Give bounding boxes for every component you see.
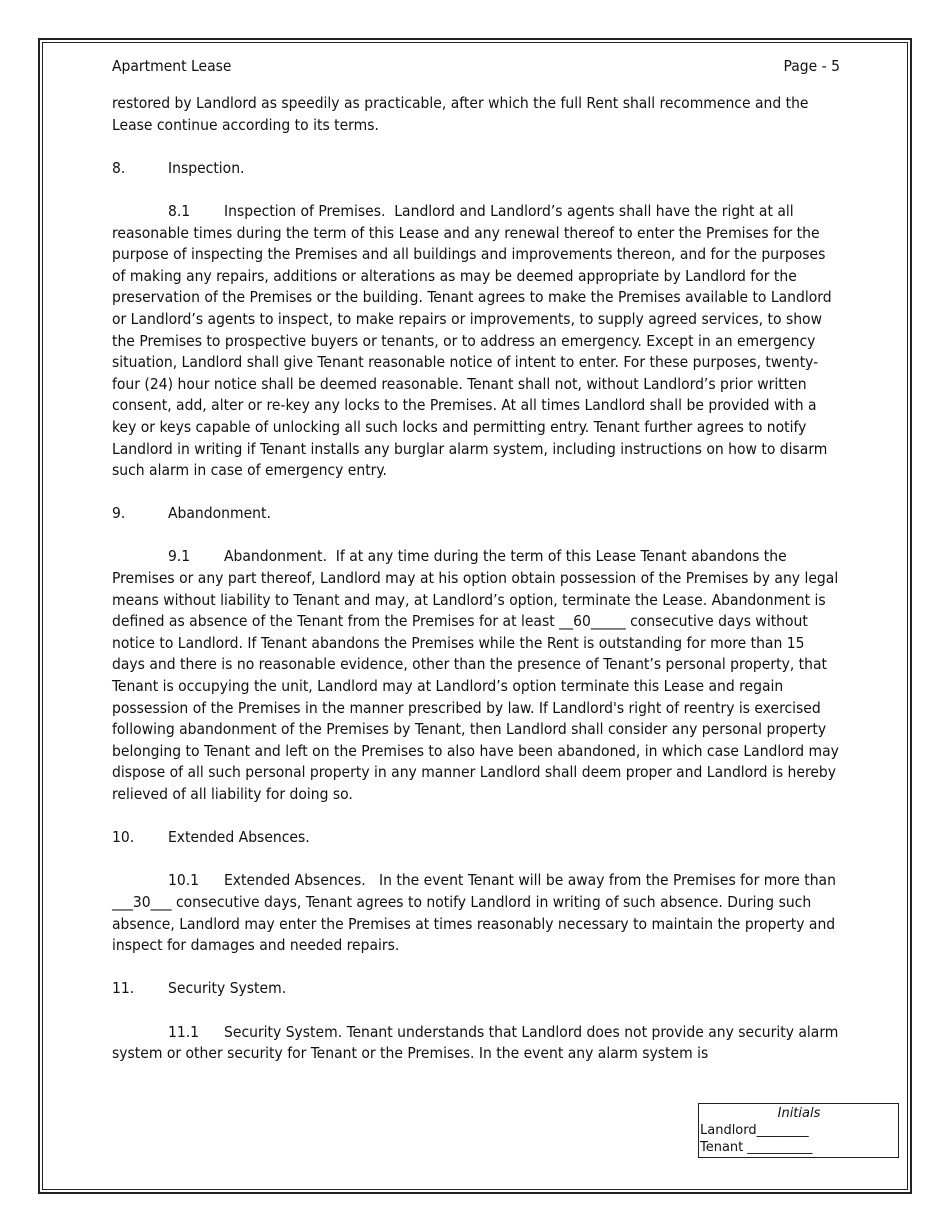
initials-title: Initials xyxy=(777,1106,821,1121)
section-title: Abandonment. xyxy=(168,504,271,523)
section-heading-8 xyxy=(112,158,840,180)
subsection-number: 8.1 xyxy=(168,201,191,220)
tenant-initials-line: Tenant __________ xyxy=(700,1140,813,1155)
subsection-title: Abandonment. xyxy=(224,547,327,566)
page-header xyxy=(112,56,840,78)
subsection-text: In the event Tenant will be away from the Premises for more than ___30___ consecutive days, Tenant agrees to notify Landlord in writing of such absence. During such absence, Landlord may enter the Premises at times reasonably necessary to maintain the property and inspect for damages and needed repairs. xyxy=(112,871,836,955)
subsection-number: 10.1 xyxy=(168,871,200,890)
section-paragraph-9-1 xyxy=(112,546,840,805)
section-number: 11. xyxy=(112,979,135,998)
initials-box xyxy=(698,1103,899,1158)
page-number: Page - 5 xyxy=(783,57,840,75)
section-heading-10 xyxy=(112,827,840,849)
subsection-text: If at any time during the term of this Lease Tenant abandons the Premises or any part thereof, Landlord may at his option obtain possession of the Premises by any legal means without liability to Tenant and may, at Landlord’s option, terminate the Lease. Abandonment is defined as absence of the Tenant from the Premises for at least __60_____ consecutive days without notice to Landlord. If Tenant abandons the Premises while the Rent is outstanding for more than 15 days and there is no reasonable evidence, other than the presence of Tenant’s personal property, that Tenant is occupying the unit, Landlord may at Landlord’s option terminate this Lease and regain possession of the Premises in the manner prescribed by law. If Landlord's right of reentry is exercised following abandonment of the Premises by Tenant, then Landlord shall consider any personal property belonging to Tenant and left on the Premises to also have been abandoned, in which case Landlord may dispose of all such personal property in any manner Landlord shall deem proper and Landlord is hereby relieved of all liability for doing so. xyxy=(112,547,839,803)
section-paragraph-11-1 xyxy=(112,1022,840,1065)
subsection-title: Security System. xyxy=(224,1022,343,1041)
section-title: Security System. xyxy=(168,979,287,998)
landlord-initials-line: Landlord________ xyxy=(700,1123,809,1138)
subsection-text: Landlord and Landlord’s agents shall have the right at all reasonable times during the term of this Lease and any renewal thereof to enter the Premises for the purpose of inspecting the Premises and all buildings and improvements thereon, and for the purposes of making any repairs, additions or alterations as may be deemed appropriate by Landlord for the preservation of the Premises or the building. Tenant agrees to make the Premises available to Landlord or Landlord’s agents to inspect, to make repairs or improvements, to supply agreed services, to show the Premises to prospective buyers or tenants, or to address an emergency. Except in an emergency situation, Landlord shall give Tenant reasonable notice of intent to enter. For these purposes, twenty-four (24) hour notice shall be deemed reasonable. Tenant shall not, without Landlord’s prior written consent, add, alter or re-key any locks to the Premises. At all times Landlord shall be provided with a key or keys capable of unlocking all such locks and permitting entry. Tenant further agrees to notify Landlord in writing if Tenant installs any burglar alarm system, including instructions on how to disarm such alarm in case of emergency entry. xyxy=(112,201,832,480)
document-title: Apartment Lease xyxy=(112,57,232,75)
section-number: 9. xyxy=(112,504,126,523)
section-paragraph-10-1 xyxy=(112,870,840,956)
subsection-text: Tenant understands that Landlord does not provide any security alarm system or other security for Tenant or the Premises. In the event any alarm system is xyxy=(112,1022,839,1063)
section-heading-9 xyxy=(112,503,840,525)
subsection-title: Extended Absences. xyxy=(224,871,366,890)
continuation-paragraph: restored by Landlord as speedily as practicable, after which the full Rent shall recommence and the Lease continue according to its terms. xyxy=(112,94,809,134)
section-title: Inspection. xyxy=(168,158,245,177)
section-paragraph-8-1 xyxy=(112,201,840,482)
section-heading-11 xyxy=(112,978,840,1000)
section-number: 8. xyxy=(112,158,126,177)
subsection-title: Inspection of Premises. xyxy=(224,201,386,220)
section-title: Extended Absences. xyxy=(168,828,310,847)
section-number: 10. xyxy=(112,828,135,847)
document-body xyxy=(112,56,840,1086)
subsection-number: 11.1 xyxy=(168,1022,200,1041)
subsection-number: 9.1 xyxy=(168,547,191,566)
